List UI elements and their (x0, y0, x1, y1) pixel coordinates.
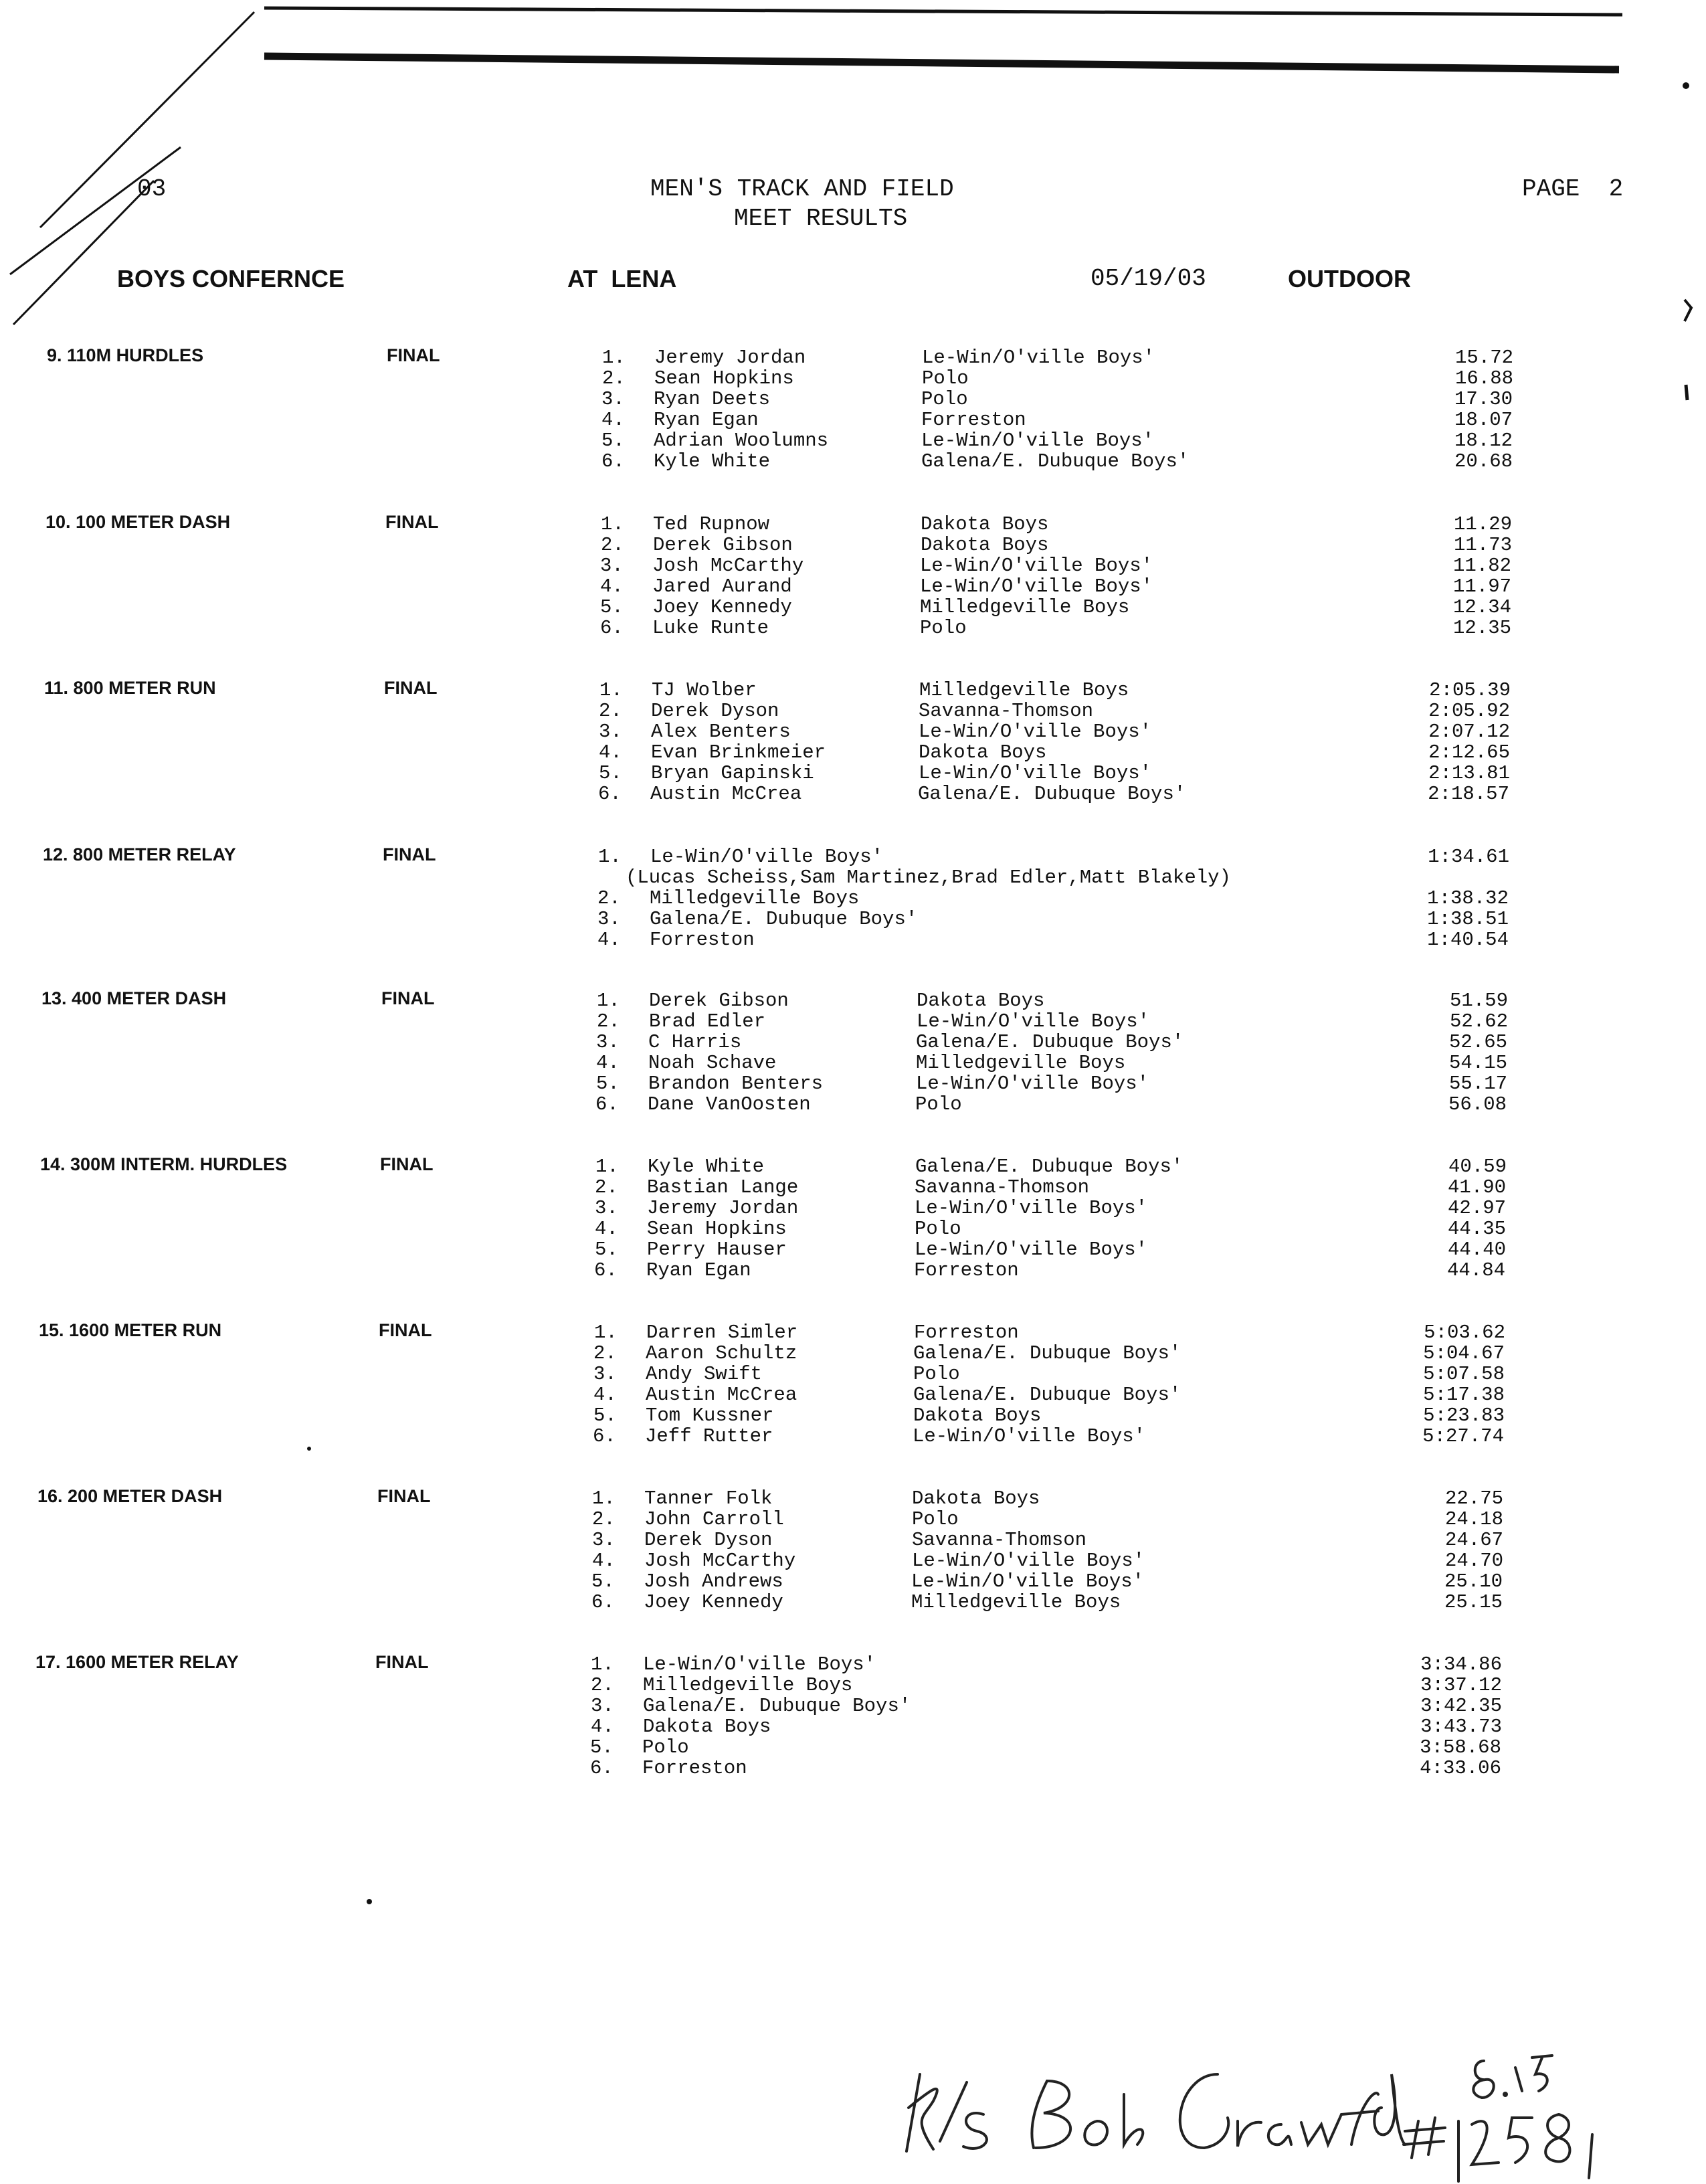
result-name: Luke Runte (652, 617, 769, 639)
result-place: 6. (593, 1425, 616, 1447)
result-mark: 17.30 (1454, 388, 1513, 410)
meet-date: 05/19/03 (1091, 265, 1206, 292)
event-title: 15. 1600 METER RUN (39, 1320, 222, 1340)
meet-venue: OUTDOOR (1288, 265, 1411, 292)
result-mark: 2:07.12 (1428, 721, 1510, 743)
result-place: 5. (601, 430, 625, 452)
result-place: 1. (594, 1322, 618, 1344)
result-mark: 12.34 (1452, 596, 1511, 618)
result-place: 1. (597, 990, 620, 1012)
result-team: Dakota Boys (917, 990, 1045, 1012)
result-name: Galena/E. Dubuque Boys' (650, 908, 918, 930)
event-round: FINAL (380, 1154, 434, 1174)
result-place: 1. (599, 679, 623, 701)
result-name: Perry Hauser (647, 1239, 787, 1261)
result-name: Kyle White (648, 1156, 765, 1178)
result-name: Bryan Gapinski (651, 762, 814, 784)
result-team: Le-Win/O'ville Boys' (912, 1550, 1145, 1572)
result-mark: 44.84 (1446, 1259, 1505, 1281)
result-team: Dakota Boys (921, 534, 1049, 556)
result-team: Le-Win/O'ville Boys' (915, 1239, 1148, 1261)
result-mark: 11.29 (1453, 513, 1512, 535)
result-place: 4. (599, 741, 622, 763)
result-mark: 18.07 (1454, 409, 1513, 431)
result-team: Milledgeville Boys (911, 1591, 1121, 1613)
page-title-line1: MEN'S TRACK AND FIELD (650, 175, 954, 203)
result-team: Galena/E. Dubuque Boys' (916, 1031, 1184, 1053)
event-round: FINAL (383, 844, 436, 864)
result-name: Le-Win/O'ville Boys' (643, 1653, 876, 1675)
result-place: 2. (595, 1176, 618, 1198)
result-team: Polo (915, 1093, 962, 1115)
result-mark: 25.15 (1444, 1591, 1503, 1613)
result-team: Le-Win/O'ville Boys' (911, 1570, 1145, 1592)
event-round: FINAL (379, 1320, 432, 1340)
result-team: Galena/E. Dubuque Boys' (921, 450, 1190, 472)
result-place: 2. (593, 1342, 617, 1364)
event-title: 9. 110M HURDLES (47, 345, 204, 365)
result-mark: 2:12.65 (1428, 741, 1510, 763)
result-mark: 18.12 (1454, 430, 1513, 452)
result-name: Forreston (642, 1757, 747, 1779)
result-team: Galena/E. Dubuque Boys' (918, 783, 1186, 805)
result-place: 3. (591, 1695, 614, 1717)
result-mark: 1:40.54 (1427, 929, 1509, 951)
result-mark: 3:43.73 (1420, 1716, 1502, 1738)
result-team: Dakota Boys (919, 741, 1047, 763)
result-name: Forreston (650, 929, 755, 951)
result-team: Le-Win/O'ville Boys' (920, 575, 1153, 598)
result-team: Le-Win/O'ville Boys' (919, 721, 1152, 743)
result-mark: 5:23.83 (1423, 1404, 1505, 1427)
result-mark: 41.90 (1447, 1176, 1506, 1198)
result-name: Joey Kennedy (652, 596, 792, 618)
result-team: Milledgeville Boys (920, 596, 1130, 618)
result-mark: 22.75 (1444, 1487, 1503, 1510)
result-place: 1. (598, 846, 622, 868)
result-mark: 55.17 (1448, 1073, 1507, 1095)
result-mark: 44.35 (1447, 1218, 1506, 1240)
result-mark: 12.35 (1452, 617, 1511, 639)
result-place: 6. (601, 450, 625, 472)
result-team: Le-Win/O'ville Boys' (917, 1010, 1150, 1032)
result-mark: 24.18 (1444, 1508, 1503, 1530)
event-round: FINAL (381, 988, 435, 1008)
result-team: Forreston (914, 1322, 1019, 1344)
result-name: Le-Win/O'ville Boys' (650, 846, 884, 868)
result-name: (Lucas Scheiss,Sam Martinez,Brad Edler,Matt Blakely) (626, 867, 1231, 889)
result-mark: 11.97 (1452, 575, 1511, 598)
result-name: Milledgeville Boys (643, 1674, 853, 1696)
result-mark: 20.68 (1454, 450, 1513, 472)
result-name: Josh McCarthy (644, 1550, 796, 1572)
result-team: Polo (912, 1508, 959, 1530)
result-name: Dane VanOosten (648, 1093, 811, 1115)
event-title: 12. 800 METER RELAY (43, 844, 236, 864)
result-name: Sean Hopkins (654, 367, 794, 389)
result-team: Forreston (914, 1259, 1019, 1281)
result-name: Noah Schave (648, 1052, 777, 1074)
result-place: 4. (595, 1218, 618, 1240)
result-name: Tanner Folk (644, 1487, 773, 1510)
result-mark: 54.15 (1448, 1052, 1507, 1074)
result-place: 2. (591, 1674, 614, 1696)
result-name: Andy Swift (646, 1363, 763, 1385)
result-mark: 5:03.62 (1424, 1322, 1505, 1344)
result-name: Tom Kussner (646, 1404, 774, 1427)
result-place: 3. (600, 555, 624, 577)
result-name: Polo (642, 1736, 689, 1758)
result-place: 6. (594, 1259, 618, 1281)
result-mark: 42.97 (1447, 1197, 1506, 1219)
event-title: 13. 400 METER DASH (41, 988, 227, 1008)
result-place: 4. (600, 575, 624, 598)
event-title: 14. 300M INTERM. HURDLES (40, 1154, 288, 1174)
result-mark: 2:18.57 (1428, 783, 1509, 805)
result-mark: 2:05.39 (1429, 679, 1511, 701)
result-name: Galena/E. Dubuque Boys' (643, 1695, 911, 1717)
result-name: Darren Simler (646, 1322, 798, 1344)
result-name: Austin McCrea (650, 783, 802, 805)
result-mark: 16.88 (1454, 367, 1513, 389)
result-place: 4. (592, 1550, 615, 1572)
result-team: Le-Win/O'ville Boys' (919, 762, 1152, 784)
result-place: 6. (590, 1757, 613, 1779)
result-team: Polo (915, 1218, 961, 1240)
result-place: 6. (598, 783, 622, 805)
result-place: 3. (595, 1197, 618, 1219)
result-team: Milledgeville Boys (916, 1052, 1126, 1074)
result-team: Dakota Boys (921, 513, 1049, 535)
result-place: 5. (595, 1239, 618, 1261)
meet-location: AT LENA (567, 265, 677, 292)
result-place: 3. (601, 388, 625, 410)
result-name: Derek Gibson (649, 990, 789, 1012)
result-mark: 2:05.92 (1428, 700, 1510, 722)
result-team: Forreston (921, 409, 1026, 431)
result-name: Brandon Benters (648, 1073, 824, 1095)
result-mark: 5:07.58 (1423, 1363, 1505, 1385)
result-place: 6. (591, 1591, 615, 1613)
page-title-line2: MEET RESULTS (734, 205, 908, 232)
result-mark: 11.82 (1452, 555, 1511, 577)
event-title: 11. 800 METER RUN (44, 678, 216, 698)
result-name: Sean Hopkins (647, 1218, 787, 1240)
result-place: 6. (600, 617, 624, 639)
result-mark: 52.65 (1448, 1031, 1507, 1053)
meet-name: BOYS CONFERNCE (117, 265, 345, 292)
result-place: 2. (592, 1508, 615, 1530)
result-mark: 3:42.35 (1420, 1695, 1502, 1717)
result-team: Polo (922, 367, 969, 389)
result-name: Joey Kennedy (644, 1591, 783, 1613)
result-name: Jeremy Jordan (647, 1197, 799, 1219)
result-place: 4. (591, 1716, 614, 1738)
result-place: 2. (597, 887, 621, 909)
result-team: Galena/E. Dubuque Boys' (913, 1342, 1181, 1364)
event-round: FINAL (384, 678, 438, 698)
result-mark: 3:34.86 (1420, 1653, 1502, 1675)
result-mark: 11.73 (1453, 534, 1512, 556)
result-team: Le-Win/O'ville Boys' (920, 555, 1153, 577)
event-round: FINAL (375, 1652, 429, 1672)
event-round: FINAL (385, 512, 439, 532)
result-name: Milledgeville Boys (650, 887, 860, 909)
result-mark: 25.10 (1444, 1570, 1503, 1592)
result-place: 3. (596, 1031, 620, 1053)
result-name: Jeff Rutter (645, 1425, 773, 1447)
event-title: 10. 100 METER DASH (45, 512, 231, 532)
result-place: 1. (602, 347, 626, 369)
result-team: Le-Win/O'ville Boys' (913, 1425, 1146, 1447)
result-name: Josh McCarthy (652, 555, 804, 577)
result-mark: 1:38.32 (1427, 887, 1509, 909)
result-name: Jeremy Jordan (654, 347, 806, 369)
result-team: Savanna-Thomson (915, 1176, 1090, 1198)
result-mark: 3:58.68 (1420, 1736, 1501, 1758)
result-team: Le-Win/O'ville Boys' (915, 1197, 1148, 1219)
result-place: 3. (597, 908, 621, 930)
result-team: Polo (913, 1363, 960, 1385)
page-number-fragment: 03 (137, 175, 167, 203)
result-mark: 5:27.74 (1422, 1425, 1504, 1447)
result-mark: 51.59 (1449, 990, 1508, 1012)
event-title: 16. 200 METER DASH (37, 1486, 223, 1506)
result-place: 3. (593, 1363, 617, 1385)
result-mark: 24.70 (1444, 1550, 1503, 1572)
result-name: Kyle White (654, 450, 771, 472)
result-place: 2. (599, 700, 622, 722)
page-label: PAGE 2 (1522, 175, 1624, 203)
result-mark: 4:33.06 (1420, 1757, 1501, 1779)
result-name: Bastian Lange (647, 1176, 799, 1198)
result-place: 2. (601, 534, 624, 556)
result-place: 2. (602, 367, 626, 389)
result-name: Dakota Boys (643, 1716, 771, 1738)
result-name: Ryan Egan (654, 409, 759, 431)
result-place: 5. (596, 1073, 620, 1095)
result-name: Ted Rupnow (653, 513, 770, 535)
result-team: Dakota Boys (913, 1404, 1042, 1427)
result-mark: 2:13.81 (1428, 762, 1510, 784)
result-place: 5. (593, 1404, 617, 1427)
result-team: Dakota Boys (912, 1487, 1040, 1510)
result-mark: 40.59 (1448, 1156, 1507, 1178)
result-place: 1. (592, 1487, 615, 1510)
result-mark: 24.67 (1444, 1529, 1503, 1551)
result-place: 4. (597, 929, 621, 951)
result-team: Savanna-Thomson (912, 1529, 1087, 1551)
result-place: 3. (592, 1529, 615, 1551)
result-mark: 1:38.51 (1427, 908, 1509, 930)
result-mark: 52.62 (1449, 1010, 1508, 1032)
result-team: Le-Win/O'ville Boys' (916, 1073, 1149, 1095)
result-mark: 3:37.12 (1420, 1674, 1502, 1696)
result-place: 1. (591, 1653, 614, 1675)
result-name: Aaron Schultz (646, 1342, 797, 1364)
result-place: 5. (600, 596, 624, 618)
event-round: FINAL (387, 345, 440, 365)
event-round: FINAL (377, 1486, 431, 1506)
result-mark: 56.08 (1448, 1093, 1507, 1115)
result-name: Derek Dyson (644, 1529, 773, 1551)
result-mark: 15.72 (1454, 347, 1513, 369)
result-place: 1. (595, 1156, 619, 1178)
result-place: 6. (595, 1093, 619, 1115)
result-name: Ryan Deets (654, 388, 771, 410)
result-place: 4. (596, 1052, 620, 1074)
result-name: Adrian Woolumns (654, 430, 829, 452)
result-name: Brad Edler (649, 1010, 766, 1032)
result-mark: 5:04.67 (1423, 1342, 1505, 1364)
result-place: 2. (597, 1010, 620, 1032)
result-mark: 1:34.61 (1428, 846, 1509, 868)
result-name: Derek Gibson (653, 534, 793, 556)
result-name: C Harris (648, 1031, 742, 1053)
result-mark: 44.40 (1447, 1239, 1506, 1261)
result-name: Austin McCrea (646, 1384, 797, 1406)
result-place: 5. (591, 1570, 615, 1592)
result-team: Polo (920, 617, 967, 639)
result-team: Savanna-Thomson (919, 700, 1094, 722)
result-name: Alex Benters (651, 721, 791, 743)
result-name: TJ Wolber (652, 679, 757, 701)
result-team: Galena/E. Dubuque Boys' (913, 1384, 1181, 1406)
result-name: Derek Dyson (651, 700, 779, 722)
result-name: Ryan Egan (646, 1259, 751, 1281)
event-title: 17. 1600 METER RELAY (35, 1652, 239, 1672)
result-name: Josh Andrews (644, 1570, 783, 1592)
result-team: Le-Win/O'ville Boys' (921, 430, 1155, 452)
result-place: 4. (601, 409, 625, 431)
result-place: 3. (599, 721, 622, 743)
result-name: Evan Brinkmeier (651, 741, 826, 763)
result-team: Polo (921, 388, 968, 410)
result-name: John Carroll (644, 1508, 784, 1530)
result-place: 5. (599, 762, 622, 784)
result-place: 5. (590, 1736, 613, 1758)
result-name: Jared Aurand (652, 575, 792, 598)
result-team: Galena/E. Dubuque Boys' (915, 1156, 1183, 1178)
result-place: 4. (593, 1384, 617, 1406)
result-mark: 5:17.38 (1423, 1384, 1505, 1406)
result-team: Milledgeville Boys (919, 679, 1129, 701)
result-place: 1. (601, 513, 624, 535)
result-team: Le-Win/O'ville Boys' (922, 347, 1155, 369)
